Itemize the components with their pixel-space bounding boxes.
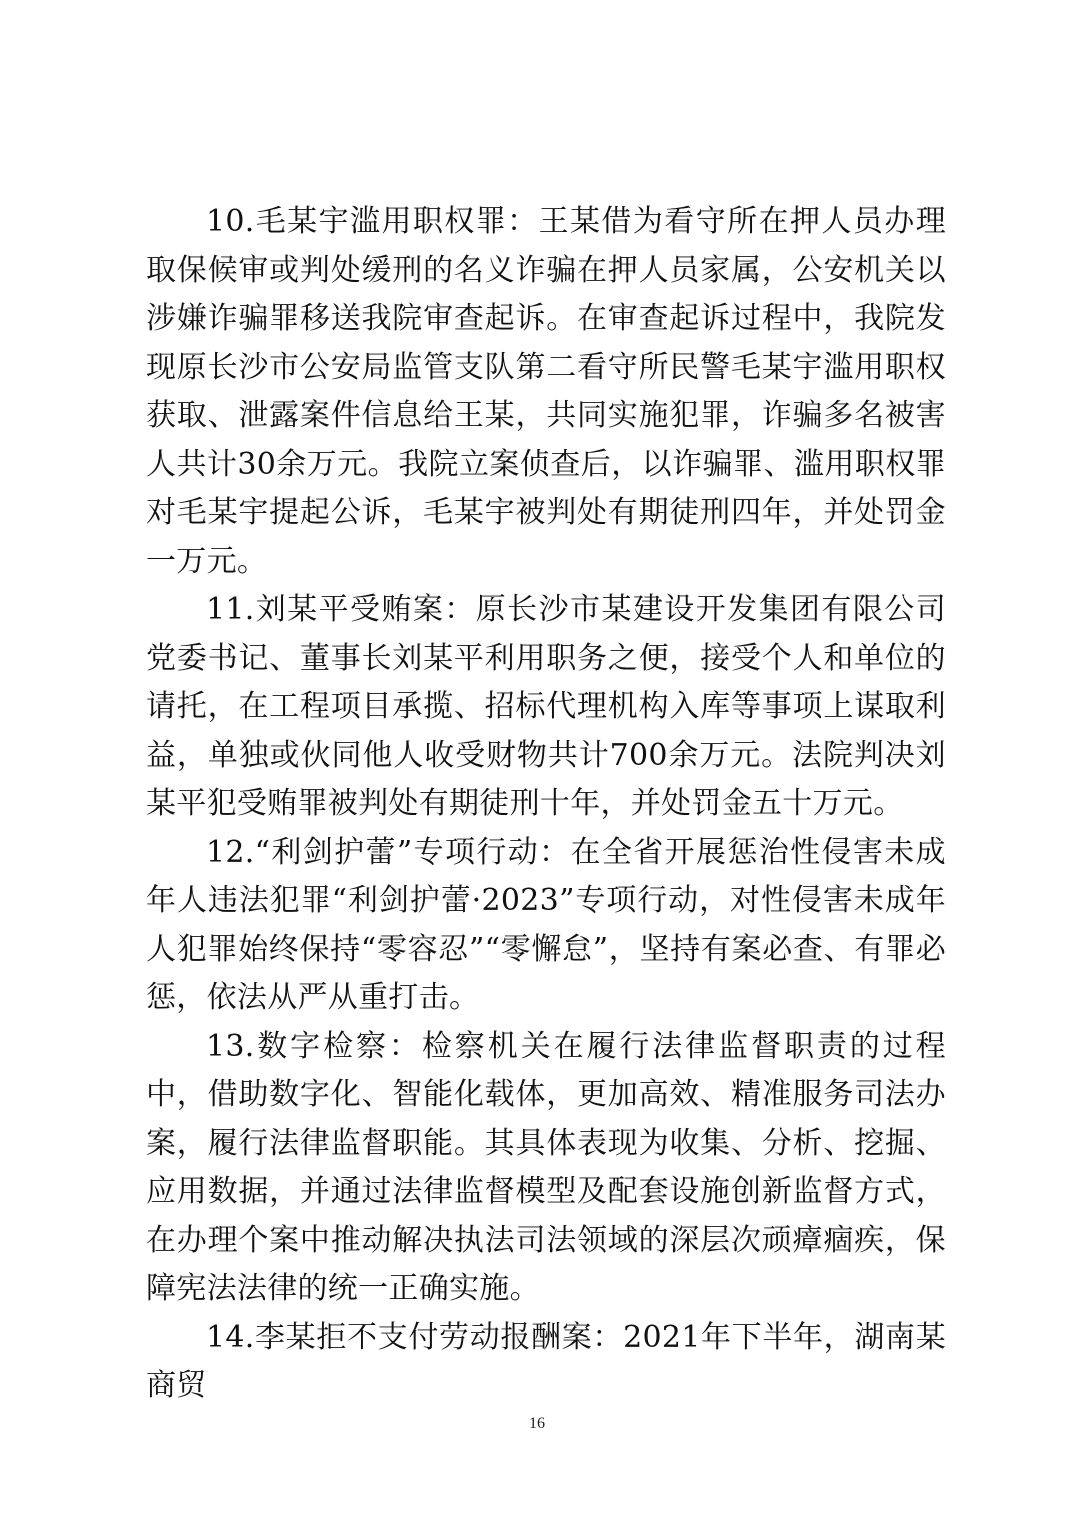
entry-11 xyxy=(146,586,946,829)
entry-text: 检察机关在履行法律监督职责的过程中，借助数字化、智能化载体，更加高效、精准服务司法办案，履行法律监督职能。其具体表现为收集、分析、挖掘、应用数据，并通过法律监督模型及配套设施创新监督方式，在办理个案中推动解决执法司法领域的深层次顽瘴痼疾，保障宪法法律的统一正确实施。 xyxy=(146,1028,946,1306)
entry-text: 在全省开展惩治性侵害未成年人违法犯罪“利剑护蕾·2023”专项行动，对性侵害未成年人犯罪始终保持“零容忍”“零懈怠”，坚持有案必查、有罪必惩，依法从严从重打击。 xyxy=(146,834,946,1015)
page-number: 16 xyxy=(529,1415,545,1432)
entry-10 xyxy=(146,198,946,586)
entry-term: 12.“利剑护蕾”专项行动： xyxy=(206,834,571,870)
entry-text: 原长沙市某建设开发集团有限公司党委书记、董事长刘某平利用职务之便，接受个人和单位的请托，在工程项目承揽、招标代理机构入库等事项上谋取利益，单独或伙同他人收受财物共计700余万元。法院判决刘某平犯受贿罪被判处有期徒刑十年，并处罚金五十万元。 xyxy=(146,592,947,821)
entry-text: 王某借为看守所在押人员办理取保候审或判处缓刑的名义诈骗在押人员家属，公安机关以涉嫌诈骗罪移送我院审查起诉。在审查起诉过程中，我院发现原长沙市公安局监管支队第二看守所民警毛某宇滥用职权获取、泄露案件信息给王某，共同实施犯罪，诈骗多名被害人共计30余万元。我院立案侦查后，以诈骗罪、滥用职权罪对毛某宇提起公诉，毛某宇被判处有期徒刑四年，并处罚金一万元。 xyxy=(146,204,946,579)
entry-term: 13.数字检察： xyxy=(206,1028,422,1064)
entry-14 xyxy=(146,1314,946,1411)
entry-term: 10.毛某宇滥用职权罪： xyxy=(206,204,539,239)
entry-text: 2021年下半年，湖南某商贸 xyxy=(146,1319,946,1403)
document-body xyxy=(146,198,946,1411)
entry-term: 11.刘某平受贿案： xyxy=(206,592,476,627)
entry-term: 14.李某拒不支付劳动报酬案： xyxy=(206,1319,624,1355)
entry-12 xyxy=(146,829,946,1023)
entry-13 xyxy=(146,1023,946,1314)
